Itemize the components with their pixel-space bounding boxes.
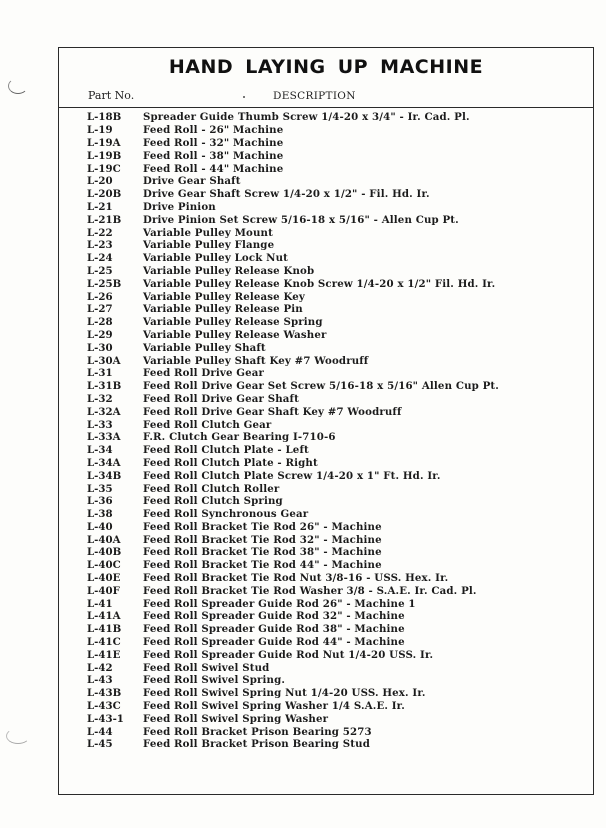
table-row bbox=[59, 661, 593, 674]
table-row bbox=[59, 329, 593, 342]
table-row bbox=[59, 687, 593, 700]
table-row bbox=[59, 738, 593, 751]
part-number: L-44 bbox=[87, 725, 113, 738]
part-number: L-34 bbox=[87, 444, 113, 457]
part-description: Variable Pulley Release Pin bbox=[143, 303, 303, 316]
table-row bbox=[59, 354, 593, 367]
header-divider bbox=[59, 107, 593, 108]
part-description: Feed Roll Drive Gear Shaft bbox=[143, 392, 299, 405]
part-number: L-43C bbox=[87, 700, 121, 713]
part-description: Drive Pinion bbox=[143, 200, 216, 213]
part-number: L-32 bbox=[87, 392, 113, 405]
part-number: L-28 bbox=[87, 316, 113, 329]
column-header-description: DESCRIPTION bbox=[273, 90, 356, 102]
part-description: Feed Roll Spreader Guide Rod 32" - Machine bbox=[143, 610, 405, 623]
table-row bbox=[59, 444, 593, 457]
part-number: L-20B bbox=[87, 188, 122, 201]
table-row bbox=[59, 648, 593, 661]
table-row bbox=[59, 367, 593, 380]
table-row bbox=[59, 341, 593, 354]
table-row bbox=[59, 252, 593, 265]
part-description: Feed Roll Clutch Plate Screw 1/4-20 x 1" Ft. Hd. Ir. bbox=[143, 469, 441, 482]
part-description: Variable Pulley Release Washer bbox=[143, 328, 327, 341]
part-description: Feed Roll Clutch Roller bbox=[143, 482, 280, 495]
part-number: L-19 bbox=[87, 124, 113, 137]
part-number: L-21B bbox=[87, 213, 122, 226]
part-description: Feed Roll Spreader Guide Rod 38" - Machine bbox=[143, 623, 405, 636]
table-row bbox=[59, 213, 593, 226]
table-row bbox=[59, 700, 593, 713]
part-description: Feed Roll - 32" Machine bbox=[143, 136, 284, 149]
table-row bbox=[59, 393, 593, 406]
part-description: Feed Roll Bracket Prison Bearing Stud bbox=[143, 738, 370, 751]
part-description: Feed Roll Drive Gear bbox=[143, 367, 265, 380]
part-description: Variable Pulley Release Key bbox=[143, 290, 305, 303]
table-row bbox=[59, 636, 593, 649]
part-number: L-19B bbox=[87, 149, 122, 162]
part-description: Feed Roll Swivel Stud bbox=[143, 661, 270, 674]
table-row bbox=[59, 290, 593, 303]
table-row bbox=[59, 457, 593, 470]
part-description: Feed Roll Swivel Spring. bbox=[143, 674, 286, 687]
part-number: L-20 bbox=[87, 175, 113, 188]
part-description: Feed Roll Bracket Tie Rod 44" - Machine bbox=[143, 559, 382, 572]
part-number: L-40A bbox=[87, 533, 121, 546]
part-description: Feed Roll - 26" Machine bbox=[143, 124, 284, 137]
part-number: L-26 bbox=[87, 290, 113, 303]
table-row bbox=[59, 201, 593, 214]
part-number: L-43-1 bbox=[87, 712, 124, 725]
part-number: L-41B bbox=[87, 623, 122, 636]
part-description: Variable Pulley Flange bbox=[143, 239, 275, 252]
part-description: Feed Roll Bracket Tie Rod 32" - Machine bbox=[143, 533, 382, 546]
part-number: L-25 bbox=[87, 264, 113, 277]
table-row bbox=[59, 559, 593, 572]
part-number: L-45 bbox=[87, 738, 113, 751]
part-number: L-19A bbox=[87, 136, 121, 149]
table-row bbox=[59, 674, 593, 687]
part-number: L-33A bbox=[87, 431, 121, 444]
table-row bbox=[59, 239, 593, 252]
part-description: F.R. Clutch Gear Bearing I-710-6 bbox=[143, 431, 336, 444]
table-row bbox=[59, 610, 593, 623]
part-description: Feed Roll Drive Gear Shaft Key #7 Woodruff bbox=[143, 405, 402, 418]
part-number: L-40B bbox=[87, 546, 122, 559]
part-description: Feed Roll Clutch Plate - Right bbox=[143, 456, 318, 469]
part-number: L-42 bbox=[87, 661, 113, 674]
part-description: Variable Pulley Release Knob bbox=[143, 264, 315, 277]
punch-hole-mark bbox=[8, 78, 28, 94]
part-description: Variable Pulley Mount bbox=[143, 226, 273, 239]
part-description: Feed Roll Clutch Spring bbox=[143, 495, 283, 508]
part-number: L-41E bbox=[87, 648, 121, 661]
part-description: Feed Roll Drive Gear Set Screw 5/16-18 x 5/16" Allen Cup Pt. bbox=[143, 380, 499, 393]
part-number: L-23 bbox=[87, 239, 113, 252]
part-description: Feed Roll Swivel Spring Washer bbox=[143, 712, 329, 725]
part-number: L-21 bbox=[87, 200, 113, 213]
table-row bbox=[59, 572, 593, 585]
part-description: Feed Roll Spreader Guide Rod Nut 1/4-20 USS. Ir. bbox=[143, 648, 434, 661]
table-row bbox=[59, 533, 593, 546]
table-row bbox=[59, 188, 593, 201]
part-number: L-30A bbox=[87, 354, 121, 367]
part-number: L-27 bbox=[87, 303, 113, 316]
part-description: Variable Pulley Release Spring bbox=[143, 316, 323, 329]
part-number: L-34B bbox=[87, 469, 122, 482]
part-description: Feed Roll - 38" Machine bbox=[143, 149, 284, 162]
parts-table bbox=[59, 111, 593, 751]
part-description: Drive Pinion Set Screw 5/16-18 x 5/16" - Allen Cup Pt. bbox=[143, 213, 459, 226]
table-row bbox=[59, 111, 593, 124]
part-description: Feed Roll Spreader Guide Rod 44" - Machine bbox=[143, 636, 405, 649]
part-description: Feed Roll Spreader Guide Rod 26" - Machine 1 bbox=[143, 597, 416, 610]
part-number: L-43 bbox=[87, 674, 113, 687]
part-number: L-33 bbox=[87, 418, 113, 431]
part-number: L-40 bbox=[87, 520, 113, 533]
table-row bbox=[59, 226, 593, 239]
page-title: HAND LAYING UP MACHINE bbox=[168, 56, 484, 78]
part-number: L-43B bbox=[87, 687, 122, 700]
part-number: L-41C bbox=[87, 636, 121, 649]
part-description: Drive Gear Shaft Screw 1/4-20 x 1/2" - Fil. Hd. Ir. bbox=[143, 188, 430, 201]
part-description: Variable Pulley Shaft Key #7 Woodruff bbox=[143, 354, 369, 367]
part-number: L-32A bbox=[87, 405, 121, 418]
part-number: L-25B bbox=[87, 277, 122, 290]
table-row bbox=[59, 124, 593, 137]
table-row bbox=[59, 482, 593, 495]
punch-hole-mark bbox=[6, 728, 30, 744]
part-number: L-35 bbox=[87, 482, 113, 495]
table-row bbox=[59, 495, 593, 508]
part-number: L-40F bbox=[87, 584, 120, 597]
part-description: Feed Roll Swivel Spring Nut 1/4-20 USS. Hex. Ir. bbox=[143, 687, 426, 700]
part-description: Feed Roll Swivel Spring Washer 1/4 S.A.E. Ir. bbox=[143, 700, 405, 713]
part-number: L-41 bbox=[87, 597, 113, 610]
table-row bbox=[59, 431, 593, 444]
part-number: L-18B bbox=[87, 111, 122, 124]
table-row bbox=[59, 469, 593, 482]
part-number: L-24 bbox=[87, 252, 113, 265]
column-header-part-no: Part No. bbox=[88, 89, 135, 102]
table-row bbox=[59, 508, 593, 521]
table-row bbox=[59, 265, 593, 278]
table-row bbox=[59, 303, 593, 316]
part-number: L-34A bbox=[87, 456, 121, 469]
part-number: L-40C bbox=[87, 559, 121, 572]
part-number: L-36 bbox=[87, 495, 113, 508]
part-description: Feed Roll Clutch Plate - Left bbox=[143, 444, 309, 457]
table-row bbox=[59, 162, 593, 175]
part-description: Feed Roll Bracket Tie Rod Washer 3/8 - S.A.E. Ir. Cad. Pl. bbox=[143, 584, 477, 597]
part-description: Feed Roll Bracket Prison Bearing 5273 bbox=[143, 725, 372, 738]
table-row bbox=[59, 137, 593, 150]
table-row bbox=[59, 175, 593, 188]
part-description: Feed Roll Synchronous Gear bbox=[143, 508, 309, 521]
part-description: Drive Gear Shaft bbox=[143, 175, 241, 188]
part-description: Feed Roll - 44" Machine bbox=[143, 162, 284, 175]
table-row bbox=[59, 521, 593, 534]
part-number: L-40E bbox=[87, 572, 121, 585]
part-number: L-31B bbox=[87, 380, 122, 393]
table-row bbox=[59, 546, 593, 559]
table-row bbox=[59, 597, 593, 610]
part-description: Variable Pulley Lock Nut bbox=[143, 252, 288, 265]
part-number: L-38 bbox=[87, 508, 113, 521]
table-row bbox=[59, 584, 593, 597]
part-description: Feed Roll Bracket Tie Rod 26" - Machine bbox=[143, 520, 382, 533]
part-number: L-41A bbox=[87, 610, 121, 623]
table-row bbox=[59, 405, 593, 418]
part-description: Feed Roll Bracket Tie Rod 38" - Machine bbox=[143, 546, 382, 559]
table-row bbox=[59, 277, 593, 290]
part-number: L-22 bbox=[87, 226, 113, 239]
part-number: L-19C bbox=[87, 162, 121, 175]
table-row bbox=[59, 725, 593, 738]
table-row bbox=[59, 712, 593, 725]
parts-list-sheet bbox=[58, 47, 594, 795]
table-row bbox=[59, 149, 593, 162]
part-number: L-31 bbox=[87, 367, 113, 380]
part-description: Variable Pulley Shaft bbox=[143, 341, 266, 354]
part-description: Spreader Guide Thumb Screw 1/4-20 x 3/4" - Ir. Cad. Pl. bbox=[143, 111, 470, 124]
part-description: Feed Roll Clutch Gear bbox=[143, 418, 272, 431]
part-number: L-29 bbox=[87, 328, 113, 341]
table-row bbox=[59, 418, 593, 431]
part-number: L-30 bbox=[87, 341, 113, 354]
table-row bbox=[59, 623, 593, 636]
part-description: Variable Pulley Release Knob Screw 1/4-20 x 1/2" Fil. Hd. Ir. bbox=[143, 277, 496, 290]
table-row bbox=[59, 380, 593, 393]
table-row bbox=[59, 316, 593, 329]
part-description: Feed Roll Bracket Tie Rod Nut 3/8-16 - USS. Hex. Ir. bbox=[143, 572, 449, 585]
